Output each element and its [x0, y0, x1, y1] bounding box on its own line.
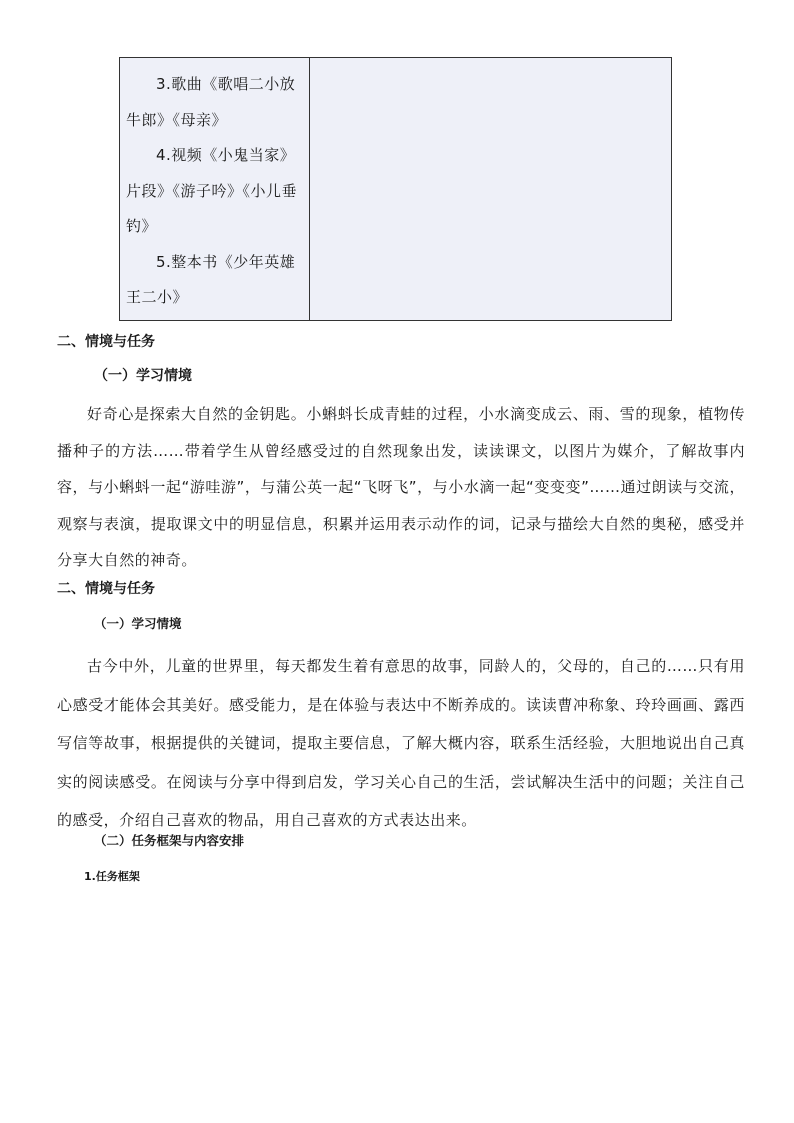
- resource-table: [119, 57, 672, 321]
- section-subheading-2: （一）学习情境: [94, 616, 182, 631]
- section-heading: 二、情境与任务: [57, 334, 155, 350]
- resource-table-right-cell: [310, 58, 671, 320]
- section-heading-2: 二、情境与任务: [57, 581, 155, 597]
- task-framework-heading: （二）任务框架与内容安排: [94, 833, 245, 848]
- task-framework-item: 1.任务框架: [84, 870, 140, 883]
- resource-item: 5.整本书《少年英雄王二小》: [126, 252, 296, 306]
- resource-item: 4.视频《小鬼当家》片段》《游子吟》《小儿垂钓》: [126, 146, 298, 235]
- resource-item: 3.歌曲《歌唱二小放牛郎》《母亲》: [126, 75, 296, 129]
- section-paragraph: 好奇心是探索大自然的金钥匙。小蝌蚪长成青蛙的过程，小水滴变成云、雨、雪的现象，植物传播种子的方法……带着学生从曾经感受过的自然现象出发，读读课文，以图片为媒介，了解故事内容，与小蝌蚪一起“游哇游”，与蒲公英一起“飞呀飞”，与小水滴一起“变变变”……通过朗读与交流，观察与表演，提取课文中的明显信息，积累并运用表示动作的词，记录与描绘大自然的奥秘，感受并分享大自然的神奇。: [57, 405, 745, 569]
- resource-table-left-cell: [120, 58, 310, 320]
- section-subheading: （一）学习情境: [94, 368, 192, 384]
- section-paragraph-2: 古今中外，儿童的世界里，每天都发生着有意思的故事，同龄人的，父母的，自己的……只有用心感受才能体会其美好。感受能力，是在体验与表达中不断养成的。读读曹冲称象、玲玲画画、露西写信等故事，根据提供的关键词，提取主要信息，了解大概内容，联系生活经验，大胆地说出自己真实的阅读感受。在阅读与分享中得到启发，学习关心自己的生活，尝试解决生活中的问题；关注自己的感受，介绍自己喜欢的物品，用自己喜欢的方式表达出来。: [57, 657, 745, 829]
